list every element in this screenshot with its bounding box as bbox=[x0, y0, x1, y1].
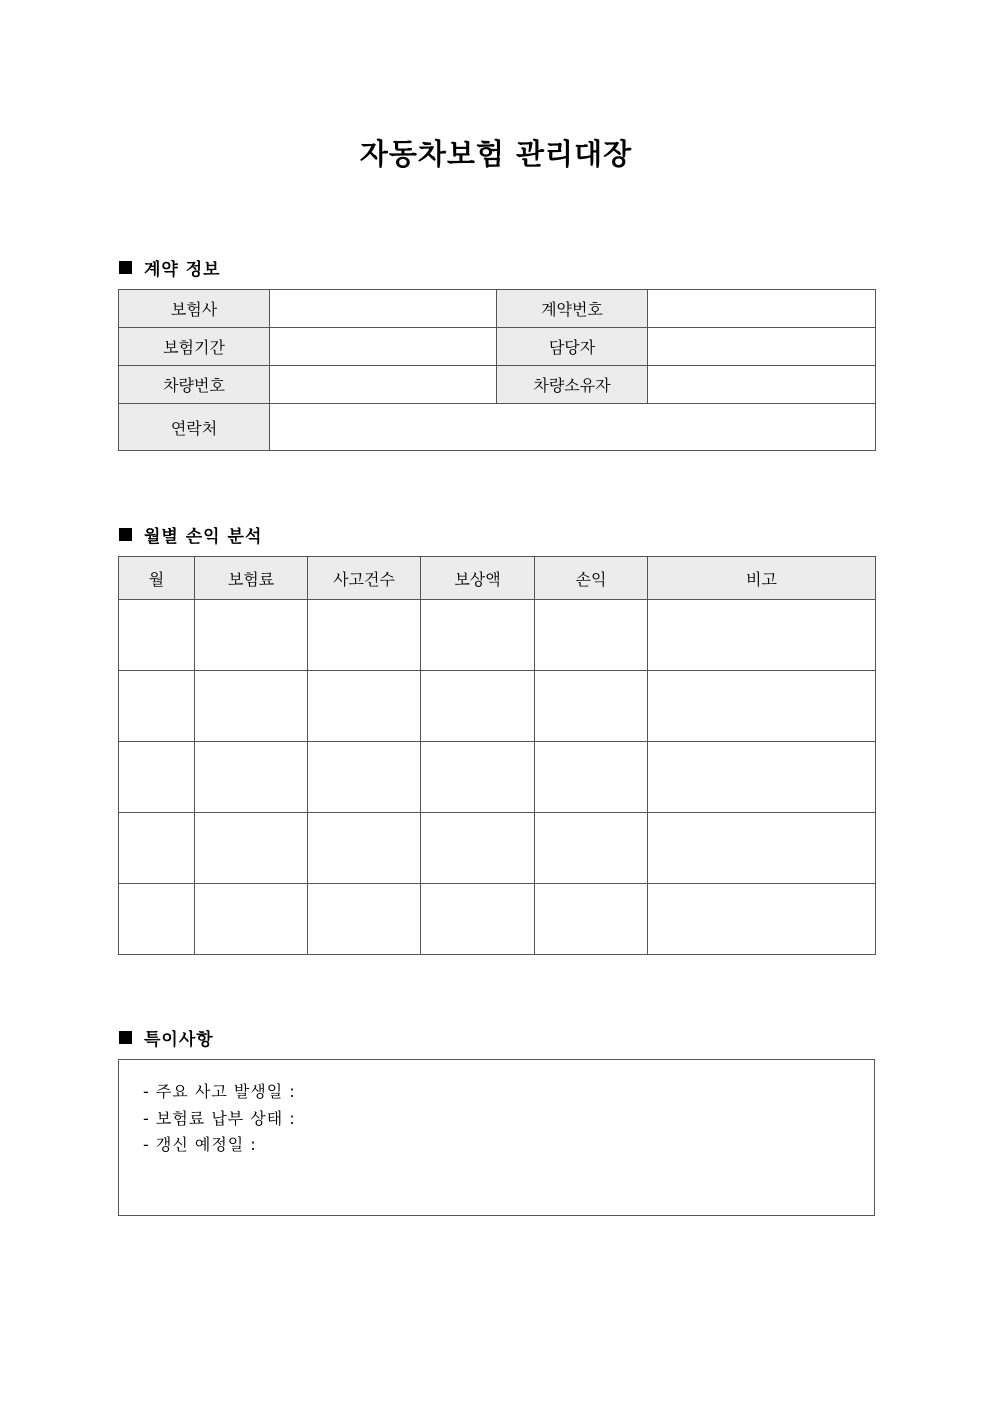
insurance-period-label: 보험기간 bbox=[119, 328, 270, 366]
premium-column-header: 보험료 bbox=[195, 557, 308, 600]
notes-box[interactable] bbox=[118, 1059, 875, 1216]
accident-count-cell[interactable] bbox=[308, 813, 421, 884]
notes-section-title: 특이사항 bbox=[144, 1030, 214, 1050]
contract-section-title: 계약 정보 bbox=[144, 260, 221, 280]
contract-number-field[interactable] bbox=[648, 290, 876, 328]
manager-label: 담당자 bbox=[497, 328, 648, 366]
remarks-cell[interactable] bbox=[648, 884, 876, 955]
table-row bbox=[119, 813, 876, 884]
month-cell[interactable] bbox=[119, 742, 195, 813]
table-row bbox=[119, 328, 876, 366]
square-bullet-icon bbox=[119, 1031, 132, 1044]
premium-cell[interactable] bbox=[195, 742, 308, 813]
insurer-field[interactable] bbox=[270, 290, 497, 328]
vehicle-owner-field[interactable] bbox=[648, 366, 876, 404]
contract-number-label: 계약번호 bbox=[497, 290, 648, 328]
accident-count-cell[interactable] bbox=[308, 884, 421, 955]
remarks-cell[interactable] bbox=[648, 600, 876, 671]
insurance-period-field[interactable] bbox=[270, 328, 497, 366]
compensation-cell[interactable] bbox=[421, 671, 535, 742]
contract-section-heading bbox=[119, 255, 221, 280]
contact-field[interactable] bbox=[270, 404, 876, 451]
manager-field[interactable] bbox=[648, 328, 876, 366]
profit-loss-cell[interactable] bbox=[535, 742, 648, 813]
accident-count-cell[interactable] bbox=[308, 742, 421, 813]
notes-section-heading bbox=[119, 1025, 214, 1050]
month-cell[interactable] bbox=[119, 600, 195, 671]
compensation-cell[interactable] bbox=[421, 884, 535, 955]
table-row bbox=[119, 600, 876, 671]
premium-cell[interactable] bbox=[195, 884, 308, 955]
premium-cell[interactable] bbox=[195, 813, 308, 884]
list-item: - 갱신 예정일 : bbox=[143, 1135, 257, 1154]
accident-count-cell[interactable] bbox=[308, 671, 421, 742]
month-column-header: 월 bbox=[119, 557, 195, 600]
table-row bbox=[119, 366, 876, 404]
remarks-cell[interactable] bbox=[648, 813, 876, 884]
table-row bbox=[119, 742, 876, 813]
profit-loss-cell[interactable] bbox=[535, 600, 648, 671]
accident-count-column-header: 사고건수 bbox=[308, 557, 421, 600]
compensation-column-header: 보상액 bbox=[421, 557, 535, 600]
remarks-cell[interactable] bbox=[648, 742, 876, 813]
contact-label: 연락처 bbox=[119, 404, 270, 451]
table-row bbox=[119, 884, 876, 955]
premium-cell[interactable] bbox=[195, 600, 308, 671]
list-item: - 주요 사고 발생일 : bbox=[143, 1082, 296, 1101]
notes-list bbox=[119, 1060, 874, 1159]
profit-loss-column-header: 손익 bbox=[535, 557, 648, 600]
page-title: 자동차보험 관리대장 bbox=[359, 137, 633, 171]
table-row bbox=[119, 671, 876, 742]
remarks-column-header: 비고 bbox=[648, 557, 876, 600]
table-row bbox=[119, 404, 876, 451]
compensation-cell[interactable] bbox=[421, 813, 535, 884]
month-cell[interactable] bbox=[119, 884, 195, 955]
contract-info-table bbox=[118, 289, 876, 451]
accident-count-cell[interactable] bbox=[308, 600, 421, 671]
profit-loss-cell[interactable] bbox=[535, 884, 648, 955]
compensation-cell[interactable] bbox=[421, 742, 535, 813]
premium-cell[interactable] bbox=[195, 671, 308, 742]
vehicle-owner-label: 차량소유자 bbox=[497, 366, 648, 404]
square-bullet-icon bbox=[119, 528, 132, 541]
remarks-cell[interactable] bbox=[648, 671, 876, 742]
vehicle-number-field[interactable] bbox=[270, 366, 497, 404]
insurer-label: 보험사 bbox=[119, 290, 270, 328]
month-cell[interactable] bbox=[119, 671, 195, 742]
list-item: - 보험료 납부 상태 : bbox=[143, 1108, 296, 1128]
monthly-section-heading bbox=[119, 522, 262, 547]
vehicle-number-label: 차량번호 bbox=[119, 366, 270, 404]
profit-loss-cell[interactable] bbox=[535, 813, 648, 884]
table-header-row bbox=[119, 557, 876, 600]
month-cell[interactable] bbox=[119, 813, 195, 884]
table-row bbox=[119, 290, 876, 328]
profit-loss-cell[interactable] bbox=[535, 671, 648, 742]
compensation-cell[interactable] bbox=[421, 600, 535, 671]
monthly-section-title: 월별 손익 분석 bbox=[144, 527, 263, 547]
monthly-analysis-table bbox=[118, 556, 876, 955]
square-bullet-icon bbox=[119, 261, 132, 274]
